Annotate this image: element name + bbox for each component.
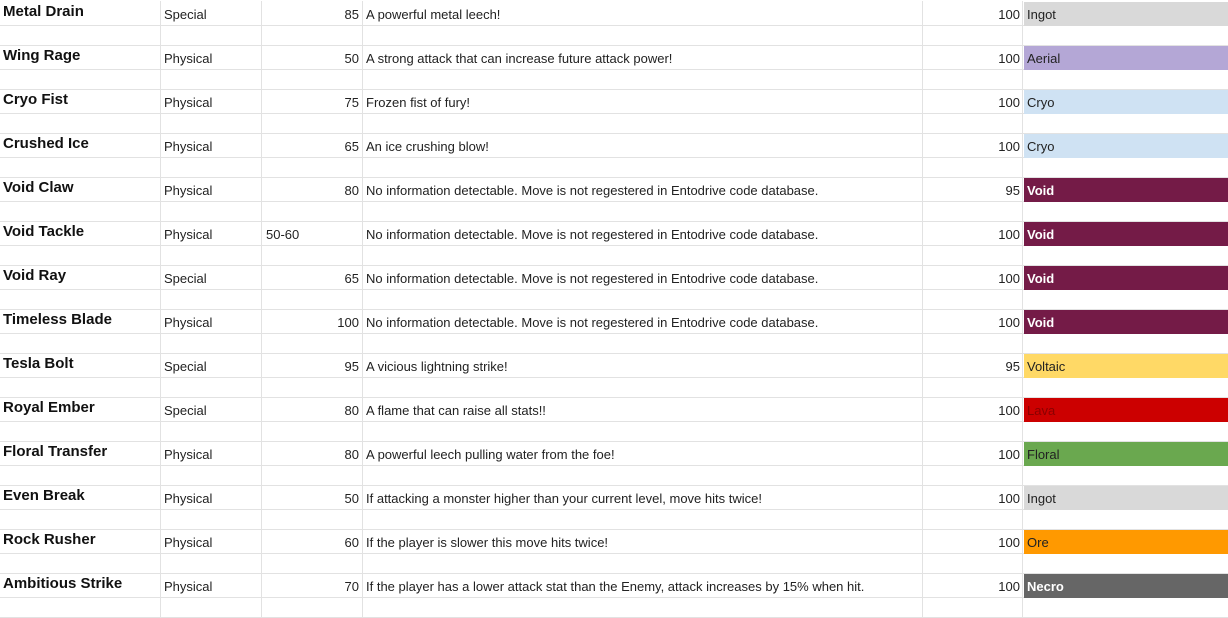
move-accuracy-cell[interactable]: 100 [998, 447, 1020, 462]
move-category-cell[interactable]: Physical [164, 139, 213, 154]
move-type-cell[interactable]: Necro [1024, 574, 1228, 598]
move-power-cell[interactable]: 65 [344, 271, 359, 286]
move-category-cell[interactable]: Physical [164, 491, 213, 506]
move-description-cell[interactable]: Frozen fist of fury! [366, 95, 471, 110]
spreadsheet-grid [0, 1, 1228, 611]
move-description-cell[interactable]: If the player is slower this move hits twice! [366, 535, 609, 550]
table-row [0, 573, 1228, 617]
move-power-cell[interactable]: 70 [344, 579, 359, 594]
move-power-cell[interactable]: 50-60 [266, 227, 300, 242]
move-accuracy-cell[interactable]: 100 [998, 535, 1020, 550]
move-accuracy-cell[interactable]: 95 [1005, 359, 1020, 374]
move-accuracy-cell[interactable]: 100 [998, 7, 1020, 22]
move-power-cell[interactable]: 80 [344, 183, 359, 198]
move-name-cell[interactable]: Ambitious Strike [3, 575, 123, 592]
move-type-cell[interactable]: Ore [1024, 530, 1228, 554]
move-power-cell[interactable]: 80 [344, 403, 359, 418]
move-category-cell[interactable]: Physical [164, 51, 213, 66]
move-power-cell[interactable]: 100 [337, 315, 359, 330]
move-description-cell[interactable]: A powerful leech pulling water from the foe! [366, 447, 615, 462]
table-row [0, 221, 1228, 265]
move-accuracy-cell[interactable]: 100 [998, 403, 1020, 418]
move-category-cell[interactable]: Physical [164, 95, 213, 110]
move-type-cell[interactable]: Aerial [1024, 46, 1228, 70]
move-category-cell[interactable]: Physical [164, 183, 213, 198]
move-description-cell[interactable]: No information detectable. Move is not regestered in Entodrive code database. [366, 315, 819, 330]
move-name-cell[interactable]: Wing Rage [3, 47, 81, 64]
move-accuracy-cell[interactable]: 100 [998, 315, 1020, 330]
move-name-cell[interactable]: Floral Transfer [3, 443, 108, 460]
move-type-cell[interactable]: Voltaic [1024, 354, 1228, 378]
table-row [0, 45, 1228, 89]
move-type-cell[interactable]: Void [1024, 222, 1228, 246]
move-name-cell[interactable]: Void Claw [3, 179, 74, 196]
move-description-cell[interactable]: A vicious lightning strike! [366, 359, 508, 374]
table-row [0, 353, 1228, 397]
table-row [0, 397, 1228, 441]
move-name-cell[interactable]: Royal Ember [3, 399, 95, 416]
move-description-cell[interactable]: If attacking a monster higher than your current level, move hits twice! [366, 491, 762, 506]
move-type-cell[interactable]: Void [1024, 178, 1228, 202]
move-power-cell[interactable]: 50 [344, 51, 359, 66]
move-type-cell[interactable]: Cryo [1024, 90, 1228, 114]
move-accuracy-cell[interactable]: 100 [998, 579, 1020, 594]
move-description-cell[interactable]: If the player has a lower attack stat than the Enemy, attack increases by 15% when hit. [366, 579, 865, 594]
move-description-cell[interactable]: A flame that can raise all stats!! [366, 403, 546, 418]
move-type-cell[interactable]: Void [1024, 310, 1228, 334]
move-power-cell[interactable]: 85 [344, 7, 359, 22]
move-type-cell[interactable]: Ingot [1024, 486, 1228, 510]
table-row [0, 485, 1228, 529]
move-type-cell[interactable]: Ingot [1024, 2, 1228, 26]
move-description-cell[interactable]: A strong attack that can increase future attack power! [366, 51, 673, 66]
table-row [0, 133, 1228, 177]
move-type-cell[interactable]: Lava [1024, 398, 1228, 422]
move-accuracy-cell[interactable]: 100 [998, 491, 1020, 506]
move-category-cell[interactable]: Special [164, 7, 207, 22]
move-accuracy-cell[interactable]: 100 [998, 271, 1020, 286]
move-category-cell[interactable]: Physical [164, 579, 213, 594]
table-row [0, 177, 1228, 221]
move-accuracy-cell[interactable]: 100 [998, 95, 1020, 110]
move-category-cell[interactable]: Special [164, 359, 207, 374]
move-name-cell[interactable]: Metal Drain [3, 3, 84, 20]
move-category-cell[interactable]: Physical [164, 227, 213, 242]
move-name-cell[interactable]: Crushed Ice [3, 135, 89, 152]
table-row [0, 1, 1228, 45]
move-power-cell[interactable]: 80 [344, 447, 359, 462]
move-power-cell[interactable]: 95 [344, 359, 359, 374]
move-description-cell[interactable]: No information detectable. Move is not regestered in Entodrive code database. [366, 183, 819, 198]
move-accuracy-cell[interactable]: 100 [998, 51, 1020, 66]
move-name-cell[interactable]: Void Ray [3, 267, 67, 284]
move-name-cell[interactable]: Even Break [3, 487, 85, 504]
move-accuracy-cell[interactable]: 100 [998, 227, 1020, 242]
table-row [0, 265, 1228, 309]
move-type-cell[interactable]: Floral [1024, 442, 1228, 466]
move-category-cell[interactable]: Physical [164, 315, 213, 330]
move-name-cell[interactable]: Rock Rusher [3, 531, 96, 548]
move-description-cell[interactable]: An ice crushing blow! [366, 139, 489, 154]
move-category-cell[interactable]: Physical [164, 447, 213, 462]
move-power-cell[interactable]: 60 [344, 535, 359, 550]
move-description-cell[interactable]: No information detectable. Move is not regestered in Entodrive code database. [366, 227, 819, 242]
move-name-cell[interactable]: Void Tackle [3, 223, 85, 240]
table-row [0, 441, 1228, 485]
move-category-cell[interactable]: Physical [164, 535, 213, 550]
move-type-cell[interactable]: Cryo [1024, 134, 1228, 158]
move-description-cell[interactable]: No information detectable. Move is not regestered in Entodrive code database. [366, 271, 819, 286]
move-description-cell[interactable]: A powerful metal leech! [366, 7, 501, 22]
move-accuracy-cell[interactable]: 100 [998, 139, 1020, 154]
move-type-cell[interactable]: Void [1024, 266, 1228, 290]
move-accuracy-cell[interactable]: 95 [1005, 183, 1020, 198]
move-category-cell[interactable]: Special [164, 403, 207, 418]
move-name-cell[interactable]: Timeless Blade [3, 311, 112, 328]
move-name-cell[interactable]: Cryo Fist [3, 91, 69, 108]
table-row [0, 89, 1228, 133]
table-row [0, 309, 1228, 353]
move-power-cell[interactable]: 75 [344, 95, 359, 110]
move-name-cell[interactable]: Tesla Bolt [3, 355, 74, 372]
move-power-cell[interactable]: 50 [344, 491, 359, 506]
table-row [0, 529, 1228, 573]
move-power-cell[interactable]: 65 [344, 139, 359, 154]
move-category-cell[interactable]: Special [164, 271, 207, 286]
